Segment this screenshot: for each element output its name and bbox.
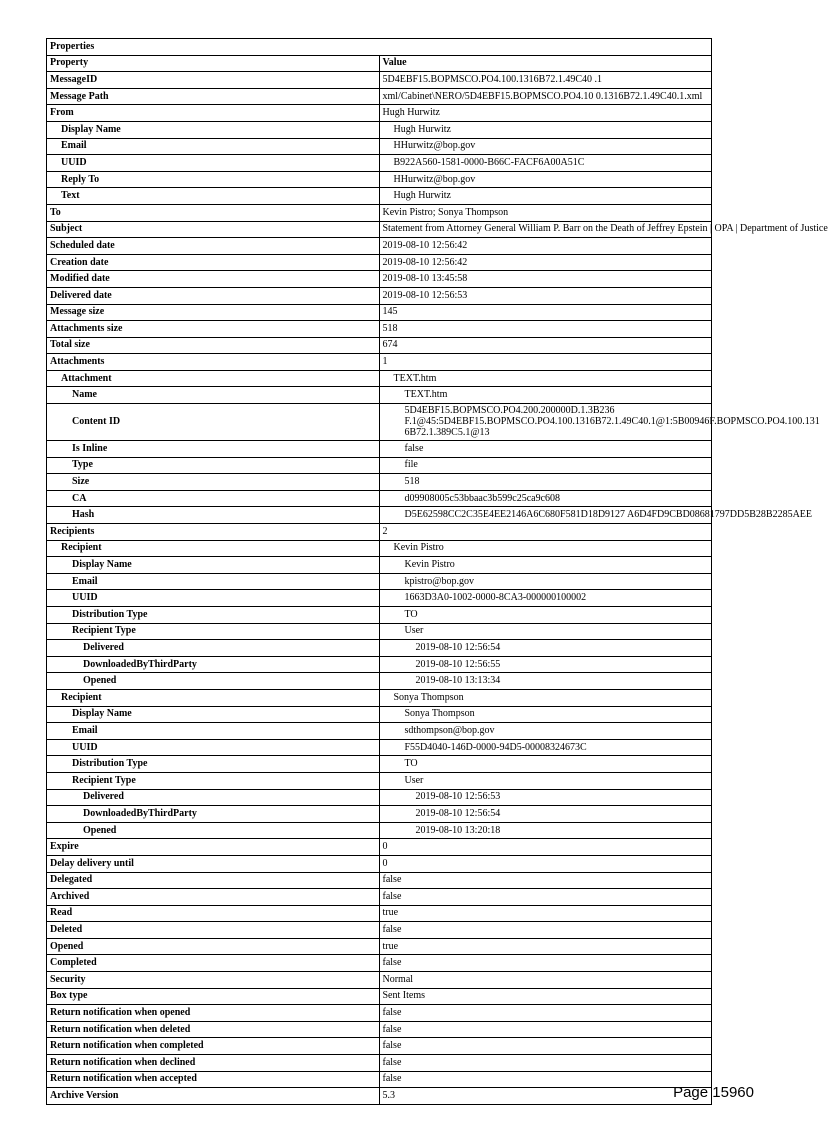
table-row (47, 138, 712, 155)
property-value: 5.3 (379, 1088, 712, 1105)
table-row (47, 507, 712, 524)
table-row (47, 922, 712, 939)
table-row (47, 872, 712, 889)
table-row (47, 889, 712, 906)
property-value: 2019-08-10 12:56:54 (379, 640, 712, 657)
property-name: Email (47, 138, 380, 155)
property-value: User (379, 623, 712, 640)
property-name: Text (47, 188, 380, 205)
property-name: DownloadedByThirdParty (47, 806, 380, 823)
table-row (47, 490, 712, 507)
property-value: false (379, 1005, 712, 1022)
property-name: Size (47, 474, 380, 491)
property-name: Archive Version (47, 1088, 380, 1105)
property-name: Distribution Type (47, 756, 380, 773)
table-row (47, 1088, 712, 1105)
property-value: false (379, 441, 712, 458)
table-row (47, 524, 712, 541)
table-row (47, 88, 712, 105)
property-value: Kevin Pistro (379, 540, 712, 557)
property-name: Display Name (47, 706, 380, 723)
table-row (47, 806, 712, 823)
table-row (47, 557, 712, 574)
property-name: Deleted (47, 922, 380, 939)
table-row (47, 656, 712, 673)
property-value: Sent Items (379, 988, 712, 1005)
property-name: Opened (47, 673, 380, 690)
property-value: Hugh Hurwitz (379, 188, 712, 205)
property-name: Completed (47, 955, 380, 972)
property-name: Recipient Type (47, 623, 380, 640)
table-row (47, 387, 712, 404)
property-value: 5D4EBF15.BOPMSCO.PO4.100.1316B72.1.49C40 .1 (379, 72, 712, 89)
property-value: false (379, 1055, 712, 1072)
property-name: Return notification when declined (47, 1055, 380, 1072)
property-name: Delivered date (47, 287, 380, 304)
property-name: Hash (47, 507, 380, 524)
property-name: Security (47, 972, 380, 989)
property-name: Email (47, 723, 380, 740)
property-name: Distribution Type (47, 607, 380, 624)
table-row (47, 188, 712, 205)
property-name: Return notification when completed (47, 1038, 380, 1055)
property-name: Creation date (47, 254, 380, 271)
property-value: TO (379, 607, 712, 624)
table-row (47, 607, 712, 624)
table-row (47, 271, 712, 288)
property-value: Kevin Pistro; Sonya Thompson (379, 204, 712, 221)
property-value: 0 (379, 839, 712, 856)
property-value: 2019-08-10 12:56:42 (379, 254, 712, 271)
property-name: Subject (47, 221, 380, 238)
property-name: Display Name (47, 121, 380, 138)
property-value: 518 (379, 321, 712, 338)
property-name: Delegated (47, 872, 380, 889)
property-name: Modified date (47, 271, 380, 288)
property-name: To (47, 204, 380, 221)
property-value: false (379, 889, 712, 906)
property-name: UUID (47, 155, 380, 172)
header-value: Value (379, 55, 712, 72)
property-name: Attachments size (47, 321, 380, 338)
property-name: Return notification when deleted (47, 1021, 380, 1038)
property-name: Attachments (47, 354, 380, 371)
table-row (47, 171, 712, 188)
property-value: 2 (379, 524, 712, 541)
table-row (47, 1005, 712, 1022)
property-name: Is Inline (47, 441, 380, 458)
table-header-row (47, 55, 712, 72)
property-name: Recipient Type (47, 772, 380, 789)
header-property: Property (47, 55, 380, 72)
table-row (47, 254, 712, 271)
property-value: Sonya Thompson (379, 706, 712, 723)
property-name: Type (47, 457, 380, 474)
table-row (47, 1055, 712, 1072)
table-row (47, 204, 712, 221)
property-name: Recipients (47, 524, 380, 541)
property-value: 2019-08-10 13:20:18 (379, 822, 712, 839)
property-name: UUID (47, 590, 380, 607)
property-name: Reply To (47, 171, 380, 188)
property-value: 2019-08-10 12:56:54 (379, 806, 712, 823)
property-value: TEXT.htm (379, 387, 712, 404)
table-row (47, 354, 712, 371)
table-row (47, 441, 712, 458)
property-value: 518 (379, 474, 712, 491)
property-value: sdthompson@bop.gov (379, 723, 712, 740)
property-value: 5D4EBF15.BOPMSCO.PO4.200.200000D.1.3B236 F.1@45:5D4EBF15.BOPMSCO.PO4.100.1316B72.1.49C40.1@1:5B00946F.BOPMSCO.PO4.100.131 6B72.1.389C5.1@13 (379, 404, 712, 441)
table-row (47, 321, 712, 338)
property-value: 1663D3A0-1002-0000-8CA3-000000100002 (379, 590, 712, 607)
property-value: false (379, 922, 712, 939)
property-value: 0 (379, 855, 712, 872)
property-name: Name (47, 387, 380, 404)
property-name: CA (47, 490, 380, 507)
table-row (47, 540, 712, 557)
property-value: false (379, 955, 712, 972)
table-row (47, 72, 712, 89)
property-value: kpistro@bop.gov (379, 573, 712, 590)
property-value: 2019-08-10 13:45:58 (379, 271, 712, 288)
table-row (47, 457, 712, 474)
property-value: file (379, 457, 712, 474)
table-row (47, 590, 712, 607)
table-row (47, 304, 712, 321)
table-row (47, 689, 712, 706)
property-value: 2019-08-10 12:56:55 (379, 656, 712, 673)
property-value: 1 (379, 354, 712, 371)
table-row (47, 772, 712, 789)
property-name: Recipient (47, 689, 380, 706)
table-row (47, 756, 712, 773)
property-name: Scheduled date (47, 238, 380, 255)
property-value: true (379, 905, 712, 922)
property-name: Delay delivery until (47, 855, 380, 872)
property-value: false (379, 872, 712, 889)
property-value: false (379, 1021, 712, 1038)
page-number: Page 15960 (673, 1084, 754, 1101)
table-row (47, 221, 712, 238)
property-name: Display Name (47, 557, 380, 574)
property-name: Opened (47, 938, 380, 955)
property-name: Recipient (47, 540, 380, 557)
property-value: Statement from Attorney General William P. Barr on the Death of Jeffrey Epstein | OPA | Department of Justice (379, 221, 712, 238)
property-value: xml/Cabinet\NERO/5D4EBF15.BOPMSCO.PO4.10 0.1316B72.1.49C40.1.xml (379, 88, 712, 105)
property-name: Email (47, 573, 380, 590)
table-row (47, 121, 712, 138)
property-value: B922A560-1581-0000-B66C-FACF6A00A51C (379, 155, 712, 172)
table-row (47, 1071, 712, 1088)
table-row (47, 988, 712, 1005)
property-name: Read (47, 905, 380, 922)
property-value: Hugh Hurwitz (379, 105, 712, 122)
property-name: DownloadedByThirdParty (47, 656, 380, 673)
table-row (47, 972, 712, 989)
table-row (47, 822, 712, 839)
table-row (47, 573, 712, 590)
table-row (47, 1021, 712, 1038)
table-row (47, 287, 712, 304)
table-row (47, 789, 712, 806)
property-value: F55D4040-146D-0000-94D5-00008324673C (379, 739, 712, 756)
table-row (47, 337, 712, 354)
property-value: TEXT.htm (379, 370, 712, 387)
property-name: Box type (47, 988, 380, 1005)
table-row (47, 905, 712, 922)
property-value: false (379, 1038, 712, 1055)
property-name: Delivered (47, 640, 380, 657)
table-row (47, 404, 712, 441)
property-value: Normal (379, 972, 712, 989)
property-name: Delivered (47, 789, 380, 806)
table-row (47, 370, 712, 387)
table-title: Properties (47, 39, 712, 56)
property-value: User (379, 772, 712, 789)
property-name: Return notification when accepted (47, 1071, 380, 1088)
table-row (47, 723, 712, 740)
table-row (47, 938, 712, 955)
property-value: 145 (379, 304, 712, 321)
property-name: Return notification when opened (47, 1005, 380, 1022)
table-row (47, 839, 712, 856)
table-row (47, 855, 712, 872)
property-value: HHurwitz@bop.gov (379, 171, 712, 188)
table-row (47, 673, 712, 690)
property-name: Attachment (47, 370, 380, 387)
property-value: 2019-08-10 13:13:34 (379, 673, 712, 690)
property-value: Hugh Hurwitz (379, 121, 712, 138)
property-value: false (379, 1071, 712, 1088)
property-value: D5E62598CC2C35E4EE2146A6C680F581D18D9127 A6D4FD9CBD08681797DD5B28B2285AEE (379, 507, 712, 524)
property-name: Message size (47, 304, 380, 321)
property-value: 674 (379, 337, 712, 354)
property-name: MessageID (47, 72, 380, 89)
property-name: Opened (47, 822, 380, 839)
property-value: 2019-08-10 12:56:42 (379, 238, 712, 255)
property-name: Expire (47, 839, 380, 856)
table-row (47, 105, 712, 122)
property-name: Content ID (47, 404, 380, 441)
property-value: Kevin Pistro (379, 557, 712, 574)
property-value: Sonya Thompson (379, 689, 712, 706)
property-name: Archived (47, 889, 380, 906)
table-row (47, 739, 712, 756)
property-name: Total size (47, 337, 380, 354)
table-row (47, 238, 712, 255)
property-name: From (47, 105, 380, 122)
table-row (47, 474, 712, 491)
table-row (47, 706, 712, 723)
property-name: UUID (47, 739, 380, 756)
table-row (47, 640, 712, 657)
property-value: 2019-08-10 12:56:53 (379, 789, 712, 806)
property-name: Message Path (47, 88, 380, 105)
table-row (47, 623, 712, 640)
table-title-row (47, 39, 712, 56)
property-value: d09908005c53bbaac3b599c25ca9c608 (379, 490, 712, 507)
property-value: TO (379, 756, 712, 773)
table-row (47, 155, 712, 172)
property-value: 2019-08-10 12:56:53 (379, 287, 712, 304)
table-row (47, 955, 712, 972)
table-row (47, 1038, 712, 1055)
property-value: true (379, 938, 712, 955)
property-value: HHurwitz@bop.gov (379, 138, 712, 155)
